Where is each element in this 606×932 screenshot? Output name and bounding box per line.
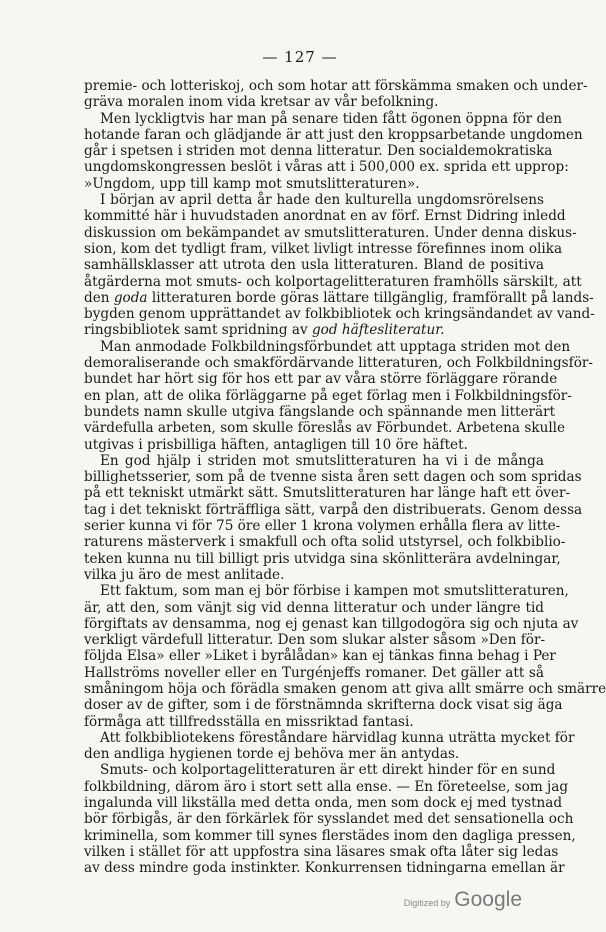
text-line: en plan, att de olika förläggarne på eget förlag men i Folkbildningsför-	[84, 387, 572, 404]
text-line: folkbildning, därom äro i stort sett alla ense. — En företeelse, som jag	[84, 778, 569, 795]
text-line: sion, kom det tydligt fram, vilket livligt intresse förefinnes inom olika	[84, 240, 563, 257]
text-line: går i spetsen i striden mot denna litteratur. Den socialdemokratiska	[84, 143, 553, 160]
text-line: vilka ju äro de mest anlitade.	[84, 566, 285, 583]
text-line: är, att den, som vänjt sig vid denna litteratur och under längre tid	[84, 599, 544, 616]
text-line: billighetsserier, som på de tvenne sista åren sett dagen och som spridas	[84, 469, 582, 486]
text-line: bör förbigås, är den förkärlek för sysslandet med det sensationella och	[84, 811, 574, 828]
text-line: utgivas i prisbilliga häften, antagligen till 10 öre häftet.	[84, 436, 468, 453]
page-number: — 127 —	[262, 48, 338, 66]
text-line: serier kunna vi för 75 öre eller 1 krona volymen erhålla flera av litte-	[84, 518, 561, 535]
text-line: »Ungdom, upp till kamp mot smutslitteraturen».	[84, 175, 420, 192]
text-line: småningom höja och förädla smaken genom att giva allt smärre och smärre	[84, 680, 606, 697]
google-logo: Google	[454, 888, 522, 911]
text-line: Ett faktum, som man ej bör förbise i kampen mot smutslitteraturen,	[100, 583, 569, 600]
text-line: gräva moralen inom vida kretsar av vår befolkning.	[84, 94, 439, 111]
text-line: vilken i stället för att uppfostra sina läsares smak ofta låter sig ledas	[84, 843, 559, 860]
text-line: I början av april detta år hade den kulturella ungdomsrörelsens	[100, 192, 544, 209]
text-line: premie- och lotteriskoj, och som hotar att förskämma smaken och under-	[84, 78, 588, 94]
text-line: av dess mindre goda instinkter. Konkurrensen tidningarna emellan är	[84, 860, 565, 877]
text-line: förmåga att tillfredsställa en missriktad fantasi.	[84, 713, 414, 730]
text-line: demoraliserande och smakfördärvande litteraturen, och Folkbildningsför-	[84, 355, 593, 372]
text-line	[84, 289, 594, 306]
text-line: kommitté här i huvudstaden anordnat en av förf. Ernst Didring inledd	[84, 208, 566, 225]
text-line	[84, 322, 544, 338]
text-line: förgiftats av densamma, nog ej genast kan tillgodogöra sig och njuta av	[84, 615, 579, 632]
text-line: följda Elsa» eller »Liket i byrålådan» kan ej tänkas finna behag i Per	[84, 648, 556, 665]
text-line: ingalunda vill likställa med detta onda, men som dock ej med tystnad	[84, 795, 563, 812]
text-line-segment: litteraturen borde göras lättare tillgänglig, framförallt på lands-	[147, 289, 594, 306]
text-line: verkligt värdefull litteratur. Den som slukar alster såsom »Den för-	[84, 632, 546, 649]
body-text	[84, 78, 606, 877]
emphasized-text: god häftesliteratur.	[311, 322, 445, 339]
text-line: samhällsklasser att utrota den usla litteraturen. Bland de positiva	[84, 257, 544, 274]
emphasized-text: goda	[113, 289, 148, 306]
text-line: teken kunna nu till billigt pris utvidga sina skönlitterära avdelningar,	[84, 550, 561, 567]
text-line: hotande faran och glädjande är att just den kroppsarbetande ungdomen	[84, 126, 583, 143]
text-line-segment: ringsbibliotek samt spridning av	[84, 322, 312, 339]
text-line: Hallströms noveller eller en Turgénjeffs romaner. Det gäller att så	[84, 664, 544, 681]
text-line: Man anmodade Folkbildningsförbundet att upptaga striden mot den	[100, 338, 571, 355]
text-line: bundets namn skulle utgiva fängslande och spännande men litterärt	[84, 403, 556, 420]
text-line: bundet har hört sig för hos ett par av våra större förläggare rörande	[84, 371, 558, 388]
text-line: bygden genom upprättandet av folkbibliotek och kringsändandet av vand-	[84, 306, 595, 323]
text-line: raturens mästerverk i smakfull och ofta solid utstyrsel, och folkbiblio-	[84, 534, 566, 551]
text-line: värdefulla arbeten, som skulle föreslås av Förbundet. Arbetena skulle	[84, 420, 566, 437]
text-line: åtgärderna mot smuts- och kolportagelitteraturen framhölls särskilt, att	[84, 273, 582, 290]
digitization-watermark	[404, 888, 522, 912]
text-line: ungdomskongressen beslöt i våras att i 500,000 ex. sprida ett upprop:	[84, 159, 569, 176]
text-line: Men lyckligtvis har man på senare tiden fått ögonen öppna för den	[100, 110, 562, 127]
text-line-segment: den	[84, 289, 114, 306]
text-line: Smuts- och kolportagelitteraturen är ett direkt hinder för en sund	[100, 762, 556, 779]
text-line: En god hjälp i striden mot smutslitteraturen ha vi i de många	[100, 452, 544, 469]
text-line: tag i det tekniskt förträffliga sätt, varpå den distribuerats. Genom dessa	[84, 501, 583, 518]
text-line: Att folkbibliotekens föreståndare härvidlag kunna uträtta mycket för	[100, 729, 575, 746]
text-line: på ett tekniskt utmärkt sätt. Smutslitteraturen har länge haft ett över-	[84, 485, 571, 502]
text-line: diskussion om bekämpandet av smutslitteraturen. Under denna diskus-	[84, 224, 577, 241]
text-line: den andliga hygienen torde ej behöva mer än antydas.	[84, 746, 460, 763]
text-line: kriminella, som kommer till synes flerstädes inom den dagliga pressen,	[84, 827, 576, 844]
text-line: doser av de gifter, som i de förstnämnda skrifterna dock visat sig äga	[84, 697, 563, 714]
watermark-prefix: Digitized by	[403, 898, 451, 908]
